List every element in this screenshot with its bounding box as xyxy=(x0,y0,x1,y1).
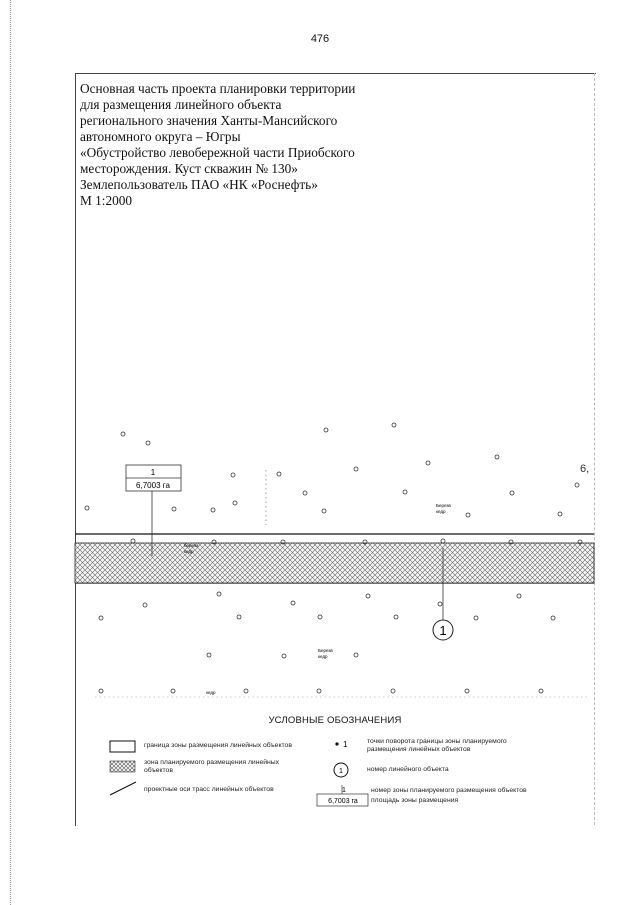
tree-symbol xyxy=(231,473,235,477)
tree-symbol xyxy=(237,615,241,619)
tree-symbol xyxy=(131,539,135,543)
legend-point-marker: 1 xyxy=(343,740,348,749)
tree-symbol xyxy=(291,601,295,605)
tree-symbol xyxy=(143,603,147,607)
tree-symbol xyxy=(441,539,445,543)
title-line: месторождения. Куст скважин № 130» xyxy=(80,161,298,176)
tree-symbol xyxy=(318,615,322,619)
legend-object-label: номер линейного объекта xyxy=(367,766,449,773)
tree-symbol xyxy=(551,616,555,620)
tree-symbol xyxy=(438,602,442,606)
tree-symbol xyxy=(322,509,326,513)
legend-point-dot xyxy=(335,742,338,745)
legend-point-label-line2: размещения линейных объектов xyxy=(367,746,471,753)
tree-symbol xyxy=(354,467,358,471)
tree-symbol xyxy=(303,491,307,495)
tree-symbol xyxy=(207,653,211,657)
tree-symbol xyxy=(495,455,499,459)
legend-zone-area-label: площадь зоны размещения xyxy=(371,797,459,804)
tree-symbol xyxy=(99,689,103,693)
title-line: для размещения линейного объекта xyxy=(80,97,282,112)
tree-symbol xyxy=(99,616,103,620)
legend-zone-marker-area: 6,7003 га xyxy=(328,798,358,805)
tree-label: береза xyxy=(184,543,199,548)
tree-symbol xyxy=(474,616,478,620)
tree-symbol xyxy=(233,501,237,505)
legend-point-label-line1: точки поворота границы зоны планируемого xyxy=(367,738,507,745)
title-line: автономного округа – Югры xyxy=(80,129,241,144)
tree-symbol xyxy=(172,507,176,511)
tree-symbol xyxy=(146,441,150,445)
linear-object-number: 1 xyxy=(439,623,447,638)
tree-symbol xyxy=(392,423,396,427)
legend-zone-label-line1: зона планируемого размещения линейных xyxy=(144,759,280,766)
tree-symbol xyxy=(466,513,470,517)
legend-zone-marker-number: 1 xyxy=(342,787,346,794)
title-line: регионального значения Ханты-Мансийского xyxy=(80,113,338,128)
tree-symbol xyxy=(426,461,430,465)
legend-zone-number-label: номер зоны планируемого размещения объектов xyxy=(371,787,527,794)
map-edge-label: 6, xyxy=(580,463,590,475)
tree-symbol xyxy=(171,689,175,693)
scale-line: М 1:2000 xyxy=(80,193,133,208)
tree-symbol xyxy=(558,512,562,516)
legend-boundary-swatch xyxy=(110,741,135,752)
tree-label: кедр xyxy=(184,549,194,554)
tree-label: Березв xyxy=(318,648,333,653)
land-user-line: Землепользователь ПАО «НК «Роснефть» xyxy=(80,177,318,192)
legend-axis-swatch xyxy=(110,782,136,795)
zone-callout-area: 6,7003 га xyxy=(136,481,170,490)
legend-object-marker: 1 xyxy=(338,766,344,775)
tree-symbol xyxy=(403,490,407,494)
tree-symbol xyxy=(277,472,281,476)
tree-symbol xyxy=(217,592,221,596)
tree-symbol xyxy=(282,654,286,658)
tree-symbol xyxy=(465,689,469,693)
tree-symbol xyxy=(510,491,514,495)
tree-label: кедр xyxy=(318,654,328,659)
tree-symbol xyxy=(391,689,395,693)
tree-symbol xyxy=(211,508,215,512)
tree-symbol xyxy=(539,689,543,693)
legend-zone-swatch xyxy=(110,761,135,772)
title-line: «Обустройство левобережной части Приобского xyxy=(80,145,355,160)
tree-symbol xyxy=(354,653,358,657)
zone-callout-number: 1 xyxy=(150,468,156,477)
tree-symbol xyxy=(394,615,398,619)
legend-axis-label: проектные оси трасс линейных объектов xyxy=(144,786,274,793)
legend-title: УСЛОВНЫЕ ОБОЗНАЧЕНИЯ xyxy=(268,715,402,726)
tree-symbol xyxy=(121,432,125,436)
tree-label: кедр xyxy=(436,509,446,514)
page-number: 476 xyxy=(310,33,330,45)
tree-label: Березв xyxy=(436,503,451,508)
tree-symbol xyxy=(324,428,328,432)
tree-symbol xyxy=(366,594,370,598)
tree-label: кедр xyxy=(206,690,216,695)
tree-symbol xyxy=(85,506,89,510)
legend-boundary-label: граница зоны размещения линейных объектов xyxy=(144,742,292,749)
tree-symbol xyxy=(575,483,579,487)
planned-zone-band xyxy=(75,543,594,583)
tree-symbol xyxy=(317,689,321,693)
legend-zone-label-line2: объектов xyxy=(144,767,173,774)
title-line: Основная часть проекта планировки территории xyxy=(80,81,356,96)
tree-symbol xyxy=(517,594,521,598)
tree-symbol xyxy=(244,689,248,693)
